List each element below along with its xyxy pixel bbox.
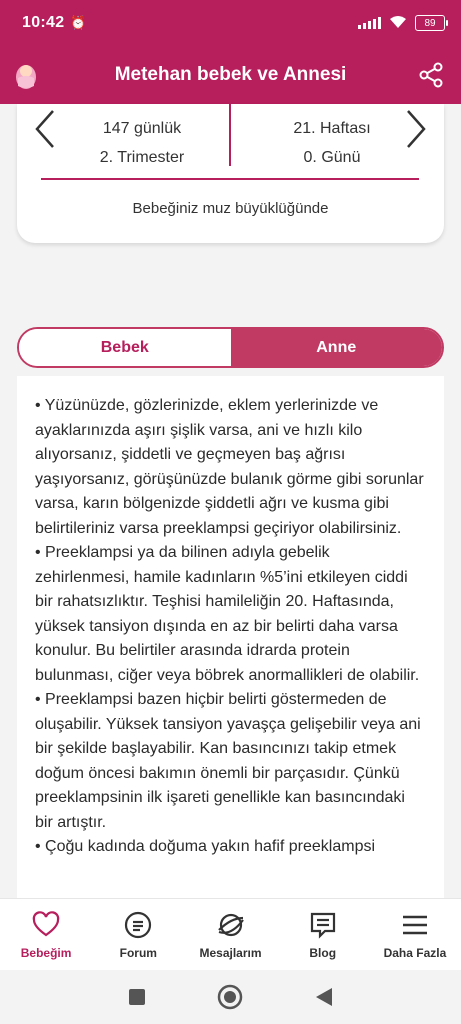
trimester: 2. Trimester (99, 149, 185, 166)
chevron-right-icon (404, 107, 428, 151)
nav-label: Blog (309, 945, 337, 960)
battery-icon (415, 15, 445, 31)
back-triangle-icon (314, 986, 334, 1008)
home-button[interactable] (215, 982, 245, 1012)
mother-info-content[interactable] (17, 376, 444, 898)
alarm-icon: ⏰ (70, 15, 87, 30)
tab-baby[interactable]: Bebek (19, 329, 231, 366)
blog-icon (308, 910, 338, 940)
app-title: Metehan bebek ve Annesi (114, 64, 347, 85)
pregnancy-age-column (57, 114, 227, 172)
app-bar (0, 46, 461, 104)
back-button[interactable] (309, 982, 339, 1012)
nav-label: Mesajlarım (199, 945, 262, 960)
signal-icon (358, 17, 381, 29)
heart-icon (31, 910, 61, 940)
menu-icon (400, 910, 430, 940)
week-label: 21. Haftası (293, 120, 371, 137)
system-navigation-bar (0, 970, 461, 1024)
day-label: 0. Günü (303, 149, 361, 166)
battery-level: 89 (424, 17, 436, 29)
info-paragraph: • Çoğu kadında doğuma yakın hafif preeklampsi (35, 838, 376, 855)
baby-logo-icon[interactable] (12, 59, 40, 91)
nav-label: Forum (119, 945, 157, 960)
nav-label: Bebeğim (20, 945, 72, 960)
nav-item-daha-fazla[interactable] (369, 899, 461, 970)
nav-item-forum[interactable] (92, 899, 184, 970)
info-paragraph: • Yüzünüzde, gözlerinizde, eklem yerlerinizde ve ayaklarınızda aşırı şişlik varsa, ani ve hızlı kilo alıyorsanız, şiddetli ve geçmeyen baş ağrısı yaşıyorsanız, görüşünüzde bulanık görme gibi sorunlar varsa, karın bölgenizde şiddetli ağrı ve kusma gibi belirtileriniz varsa preeklampsi geçiriyor olabilirsiniz. (35, 397, 424, 537)
days-count: 147 günlük (102, 120, 182, 137)
info-paragraph: • Preeklampsi bazen hiçbir belirti göstermeden de oluşabilir. Yüksek tansiyon yavaşça gelişebilir veya ani bir şekilde başlayabilir. Kan basıncınızı takip etmek doğum öncesi bakımın önemli bir parçasıdır. Çünkü preeklampsinin ilk işareti genellikle kan basıncındaki bir artıştır. (35, 691, 421, 831)
share-icon[interactable] (417, 61, 445, 89)
pregnancy-summary-card (17, 104, 444, 243)
baby-size-note: Bebeğiniz muz büyüklüğünde (132, 200, 329, 217)
status-icons (358, 15, 445, 32)
wifi-icon (389, 15, 407, 32)
vertical-divider (229, 104, 231, 166)
bottom-navigation (0, 898, 461, 970)
square-icon (127, 987, 147, 1007)
nav-item-mesajlarim[interactable] (184, 899, 276, 970)
horizontal-divider (41, 178, 419, 180)
nav-item-blog[interactable] (277, 899, 369, 970)
nav-item-bebegim[interactable] (0, 899, 92, 970)
next-week-button[interactable] (396, 104, 436, 154)
recent-apps-button[interactable] (122, 982, 152, 1012)
home-circle-icon (217, 984, 243, 1010)
tab-mother[interactable]: Anne (231, 329, 443, 366)
messages-icon (216, 910, 246, 940)
info-paragraph: • Preeklampsi ya da bilinen adıyla gebelik zehirlenmesi, hamile kadınların %5’ini etkileyen ciddi bir rahatsızlıktır. Teşhisi hamileliğin 20. Haftasında, yüksek tansiyon dışında en az bir belirti daha varsa konulur. Bu belirtiler arasında idrarda protein bulunması, ciğer veya böbrek anormallikleri de olabilir. (35, 544, 420, 684)
nav-label: Daha Fazla (383, 945, 447, 960)
chevron-left-icon (33, 107, 57, 151)
forum-icon (123, 910, 153, 940)
baby-mother-tabs (17, 327, 444, 368)
pregnancy-week-column (247, 114, 417, 172)
status-bar (0, 0, 461, 46)
status-time: 10:42 (22, 14, 65, 31)
